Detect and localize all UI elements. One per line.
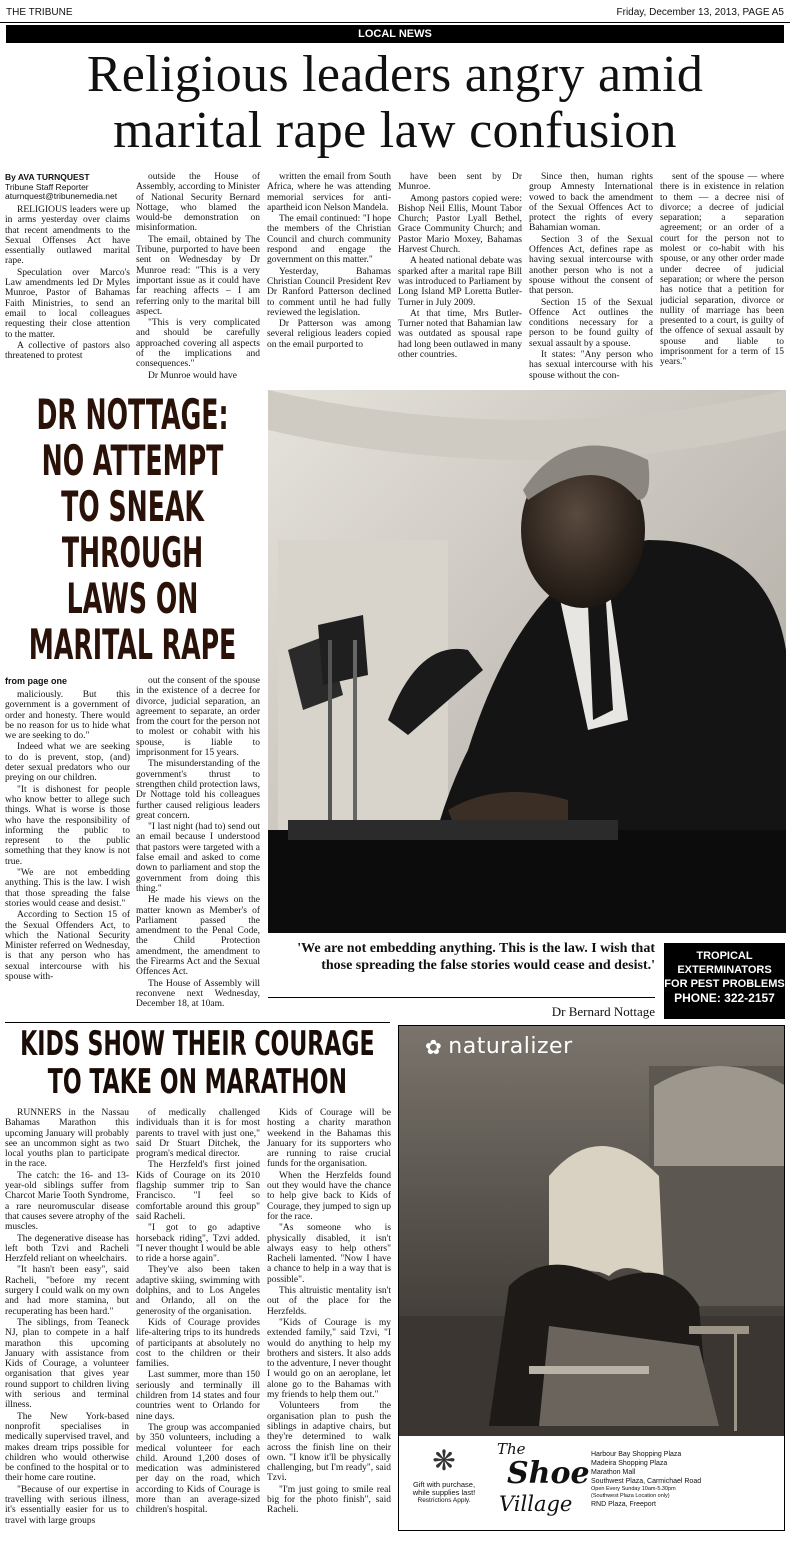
article-paragraph: Indeed what we are seeking to do is prevent, stop, (and) deter sexual predators who our preying on our children. bbox=[5, 742, 130, 784]
article-paragraph: "Because of our expertise in travelling with serious illness, it's essentially easier for us to travel with large groups bbox=[5, 1484, 129, 1526]
article-paragraph: "It is dishonest for people who know better to allege such things. What is worse is those who have the responsibility of informing the public to represent to the public something that they know is not true. bbox=[5, 784, 130, 867]
nottage-photo bbox=[268, 390, 786, 933]
story3-headline bbox=[5, 1025, 390, 1103]
story2-headline-line: THROUGH bbox=[61, 528, 204, 577]
story3-headline-line1: KIDS SHOW THEIR COURAGE bbox=[20, 1025, 375, 1064]
gift-line: Gift with purchase, bbox=[412, 1480, 476, 1489]
article-paragraph: Kids of Courage will be hosting a charity marathon weekend in the Bahamas this January for its supporters who are running to raise crucial funds for the organisation. bbox=[267, 1108, 391, 1170]
article-paragraph: Since then, human rights group Amnesty International vowed to back the amendment of the Sexual Offences Act to protect the rights of every Bahamian woman. bbox=[529, 172, 653, 234]
article-paragraph: According to Section 15 of the Sexual Offenders Act, to which the National Security Minister referred on Wednesday, is that any person who has sexual intercourse with his spouse with- bbox=[5, 910, 130, 983]
naturalizer-ad bbox=[398, 1025, 785, 1531]
article-paragraph: RUNNERS in the Nassau Bahamas Marathon this upcoming January will probably see an uncommon sight as two local youths plan to participate in the race. bbox=[5, 1108, 129, 1170]
article-paragraph: The misunderstanding of the government's thrust to strengthen child protection laws, Dr Nottage told his colleagues further caused religious leaders great concern. bbox=[136, 759, 260, 821]
story3-headline-line2: TO TAKE ON MARATHON bbox=[47, 1062, 348, 1102]
sparkle-icon: ❋ bbox=[432, 1445, 456, 1476]
section-rule bbox=[5, 1022, 390, 1023]
article-paragraph: out the consent of the spouse in the existence of a decree for divorce, judicial separation, an agreement to separate, an order from the court for the person not to molest or cohabit with his spouse, is liable to imprisonment for 15 years. bbox=[136, 676, 260, 759]
pest-ad-phone: PHONE: 322-2157 bbox=[674, 991, 775, 1005]
logo-the: The bbox=[497, 1440, 526, 1458]
shoe-village-logo bbox=[491, 1438, 590, 1528]
article-paragraph: The House of Assembly will reconvene next Wednesday, December 18, at 10am. bbox=[136, 978, 260, 1010]
article-paragraph: The catch: the 16- and 13-year-old siblings suffer from Charcot Marie Tooth Syndrome, a rare neuromuscular disease that causes severe atrophy of the muscles. bbox=[5, 1170, 129, 1233]
photo-caption: Dr Bernard Nottage bbox=[551, 1004, 655, 1019]
article-paragraph: The siblings, from Teaneck NJ, plan to compete in a half marathon this upcoming January with assistance from Kids of Courage, a volunteer organisation that gives year round support to children living with serious and terminal illness. bbox=[5, 1317, 129, 1411]
brand-row bbox=[425, 1034, 573, 1059]
article-paragraph: At that time, Mrs Butler-Turner noted that Bahamian law was outdated as spousal rape had long been outlawed in many other countries. bbox=[398, 308, 522, 361]
logo-shoe: Shoe bbox=[507, 1456, 590, 1491]
section-banner bbox=[6, 25, 784, 43]
nottage-photo-illustration bbox=[268, 390, 786, 933]
article-paragraph: "I got to go adaptive horseback riding", Tzvi added. "I never thought I would be able to ride a horse again". bbox=[136, 1223, 260, 1265]
article-paragraph: Speculation over Marco's Law amendments led Dr Myles Munroe, Pastor of Bahamas Faith Ministries, to send an email to local colleagues requesting their close attention to the matter. bbox=[5, 267, 130, 340]
story2-headline-text bbox=[5, 392, 260, 668]
story1-headline-line2: marital rape law confusion bbox=[113, 102, 677, 159]
article-paragraph: It states: "Any person who has sexual intercourse with his spouse without the con- bbox=[529, 350, 653, 381]
story2-col1 bbox=[5, 690, 130, 1012]
location-item: Southwest Plaza, Carmichael Road bbox=[591, 1478, 702, 1485]
article-paragraph: He made his views on the matter known as Member's of Parliament passed the amendment to the Penal Code, the Child Protection amendment, the amendment to the Firearms Act and the Sexual Offences Act. bbox=[136, 895, 260, 978]
article-paragraph: When the Herzfelds found out they would have the chance to help give back to Kids of Courage, they jumped to sign up for the race. bbox=[267, 1170, 391, 1222]
dateline: Friday, December 13, 2013, PAGE A5 bbox=[616, 7, 784, 18]
article-paragraph: Yesterday, Bahamas Christian Council President Rev Dr Ranford Patterson declined to comment until he had fully reviewed the legislation. bbox=[267, 266, 391, 318]
article-paragraph: They've also been taken adaptive skiing, swimming with dolphins, and to Los Angeles and Orlando, all on the generosity of the organisation. bbox=[136, 1265, 260, 1317]
article-paragraph: The group was accompanied by 350 volunteers, including a medical volunteer for each child. Around 1,200 doses of medication was administered per day on the road, which according to Kids of Courage is more than an average-sized children's hospital. bbox=[136, 1422, 260, 1516]
pest-ad bbox=[664, 943, 785, 1019]
byline-block bbox=[5, 173, 130, 202]
location-note: (Southwest Plaza Location only) bbox=[591, 1493, 670, 1499]
pest-ad-line: TROPICAL bbox=[696, 950, 753, 962]
section-label: LOCAL NEWS bbox=[358, 28, 432, 40]
article-paragraph: The degenerative disease has left both Tzvi and Racheli Herzfeld reliant on wheelchairs. bbox=[5, 1233, 129, 1265]
location-item: RND Plaza, Freeport bbox=[591, 1501, 656, 1508]
story2-headline-line: NO ATTEMPT bbox=[41, 436, 224, 485]
pest-ad-line: FOR PEST PROBLEMS bbox=[664, 978, 785, 990]
location-item: Marathon Mall bbox=[591, 1469, 636, 1476]
article-paragraph: RELIGIOUS leaders were up in arms yesterday over claims that recent amendments to the Sexual Offenses Act have essentially outlawed marital rape. bbox=[5, 205, 130, 267]
article-paragraph: Dr Patterson was among several religious leaders copied on the email purported to bbox=[267, 319, 391, 350]
article-paragraph: of medically challenged individuals than it is for most parents to travel with just one," said Dr Stuart Ditchek, the program's medical director. bbox=[136, 1108, 260, 1160]
article-paragraph: A collective of pastors also threatened to protest bbox=[5, 340, 130, 362]
story2-headline-line: LAWS ON bbox=[66, 574, 199, 623]
article-paragraph: "I last night (had to) send out an email because I understood that pastors were targeted with a false email and asked to come down to parliament and stop the government from doing this thing." bbox=[136, 822, 260, 894]
article-paragraph: "We are not embedding anything. This is the law. I wish that those spreading the false stories would cease and desist." bbox=[5, 868, 130, 909]
story3-headline-text bbox=[5, 1025, 390, 1101]
article-paragraph: Last summer, more than 150 seriously and terminally ill children from 14 states and four countries went to Orlando for nine days. bbox=[136, 1370, 260, 1422]
ad-photo bbox=[399, 1026, 785, 1436]
story2-headline-line: MARITAL RAPE bbox=[28, 620, 237, 669]
article-paragraph: A heated national debate was sparked after a marital rape Bill was introduced to Parliament by Long Island MP Loretta Butler-Turner in July 2009. bbox=[398, 256, 522, 308]
story2-col2 bbox=[136, 676, 260, 1012]
header-rule bbox=[0, 22, 790, 23]
story2-headline bbox=[5, 392, 260, 672]
story3-col1 bbox=[5, 1108, 129, 1544]
article-paragraph: Section 15 of the Sexual Offence Act outlines the conditions necessary for a person to be found guilty of sexual assault by a spouse. bbox=[529, 297, 653, 349]
pest-ad-line: EXTERMINATORS bbox=[677, 964, 772, 976]
story1-col4 bbox=[398, 172, 522, 383]
article-paragraph: "It hasn't been easy", said Racheli, "before my recent surgery I could walk on my own and had more stamina, but recuperating has been hard." bbox=[5, 1265, 129, 1317]
article-paragraph: maliciously. But this government is a government of order and honesty. There would be no reason for us to hide what we are seeking to do." bbox=[5, 690, 130, 742]
gift-block bbox=[403, 1441, 485, 1527]
article-paragraph: "As someone who is physically disabled, it isn't always easy to help others" Racheli lamented. "Now I have a chance to help in a way that is possible". bbox=[267, 1223, 391, 1285]
paper-name: THE TRIBUNE bbox=[6, 7, 73, 18]
gift-line: while supplies last! bbox=[412, 1488, 476, 1497]
flower-icon: ✿ bbox=[425, 1034, 443, 1059]
story1-headline bbox=[0, 47, 790, 159]
story1-col5 bbox=[529, 172, 653, 383]
story2-headline-line: TO SNEAK bbox=[61, 482, 204, 531]
article-paragraph: The email, obtained by The Tribune, purported to have been sent on Wednesday by Dr Munroe read: "This is a very important issue as it could have far reaching affects – I am referring only to the marital bill aspect. bbox=[136, 234, 260, 317]
article-paragraph: outside the House of Assembly, according to Minister of National Security Bernard Nottage, who blamed the would-be demonstration on misinformation. bbox=[136, 172, 260, 234]
article-paragraph: Volunteers from the organisation plan to push the siblings in adaptive chairs, but they're determined to walk across the finish line on their own. "I know it'll be physically challenging, but I'm ready", said Tzvi. bbox=[267, 1401, 391, 1484]
article-paragraph: "I'm just going to smile real big for the photo finish", said Racheli. bbox=[267, 1484, 391, 1516]
story3-col3 bbox=[267, 1108, 391, 1544]
article-paragraph: Kids of Courage provides life-altering trips to its hundreds of participants at absolutely no cost to the children or their families. bbox=[136, 1317, 260, 1370]
article-paragraph: The New York-based nonprofit specialises in medically supervised travel, and makes dream trips possible for children who would otherwise be confined to the hospital or to their home care routine. bbox=[5, 1411, 129, 1484]
brand-name: naturalizer bbox=[448, 1034, 573, 1059]
story2-headline-line: DR NOTTAGE: bbox=[36, 392, 229, 439]
story1-col2 bbox=[136, 172, 260, 383]
pullquote: 'We are not embedding anything. This is the law. I wish that those spreading the false stories would cease and desist.' bbox=[297, 941, 655, 973]
logo-village: Village bbox=[499, 1492, 573, 1516]
story1-col1 bbox=[5, 205, 130, 383]
location-item: Madeira Shopping Plaza bbox=[591, 1460, 668, 1467]
jump-label: from page one bbox=[5, 676, 68, 686]
location-item: Harbour Bay Shopping Plaza bbox=[591, 1451, 682, 1458]
location-hours: Open Every Sunday 10am-5.30pm bbox=[591, 1486, 676, 1492]
article-paragraph: "This is very complicated and should be carefully approached covering all aspects of the implications and consequences." bbox=[136, 318, 260, 370]
article-paragraph: The Herzfeld's first joined Kids of Courage on its 2010 flagship summer trip to San Francisco. "I feel so comfortable around this group" said Racheli. bbox=[136, 1160, 260, 1222]
story1-col6 bbox=[660, 172, 784, 383]
article-paragraph: Section 3 of the Sexual Offences Act, defines rape as having sexual intercourse with another person who is not a spouse without the consent of that person. bbox=[529, 234, 653, 297]
gift-line: Restrictions Apply. bbox=[417, 1497, 471, 1504]
article-paragraph: "Kids of Courage is my extended family," said Tzvi, "I would do anything to help my brothers and sisters. It also adds to the adventure, I never thought I would go on an aeroplane, let alone go to the Bahamas with my friends to help them out." bbox=[267, 1317, 391, 1401]
article-paragraph: Among pastors copied were: Bishop Neil Ellis, Mount Tabor Church; Pastor Lyall Bethel, Grace Community Church; and Pastor Mario Moxey, Bahamas Harvest Church. bbox=[398, 193, 522, 256]
store-locations bbox=[591, 1450, 783, 1509]
article-paragraph: sent of the spouse — where there is in existence in relation to them — a decree nisi of divorce; a decree of judicial separation; a separation agreement; or an order of a court for the person not to molest or co-habit with his spouse, or any other order made under decree of judicial separation; or where the person has notice that a petition for judicial separation, divorce or nullity of marriage has been presented to a court, is guilty of the offence of sexual assault by spouse and liable to imprisonment for a term of 15 years." bbox=[660, 172, 784, 368]
byline: By AVA TURNQUEST bbox=[5, 172, 90, 182]
article-paragraph: have been sent by Dr Munroe. bbox=[398, 172, 522, 193]
article-paragraph: The email continued: "I hope the members of the Christian Council and church community respond and engage the government on this matter." bbox=[267, 214, 391, 266]
story1-headline-line1: Religious leaders angry amid bbox=[86, 46, 704, 103]
story1-col3 bbox=[267, 172, 391, 383]
pullquote-rule bbox=[268, 997, 655, 998]
story3-col2 bbox=[136, 1108, 260, 1544]
byline-role: Tribune Staff Reporter bbox=[5, 181, 89, 192]
article-paragraph: Dr Munroe would have bbox=[148, 370, 237, 381]
byline-email[interactable]: aturnquest@tribunemedia.net bbox=[5, 191, 118, 201]
article-paragraph: This altruistic mentality isn't out of the place for the Herzfelds. bbox=[267, 1286, 391, 1317]
article-paragraph: written the email from South Africa, where he was attending memorial services for anti-apartheid icon Nelson Mandela. bbox=[267, 172, 391, 213]
